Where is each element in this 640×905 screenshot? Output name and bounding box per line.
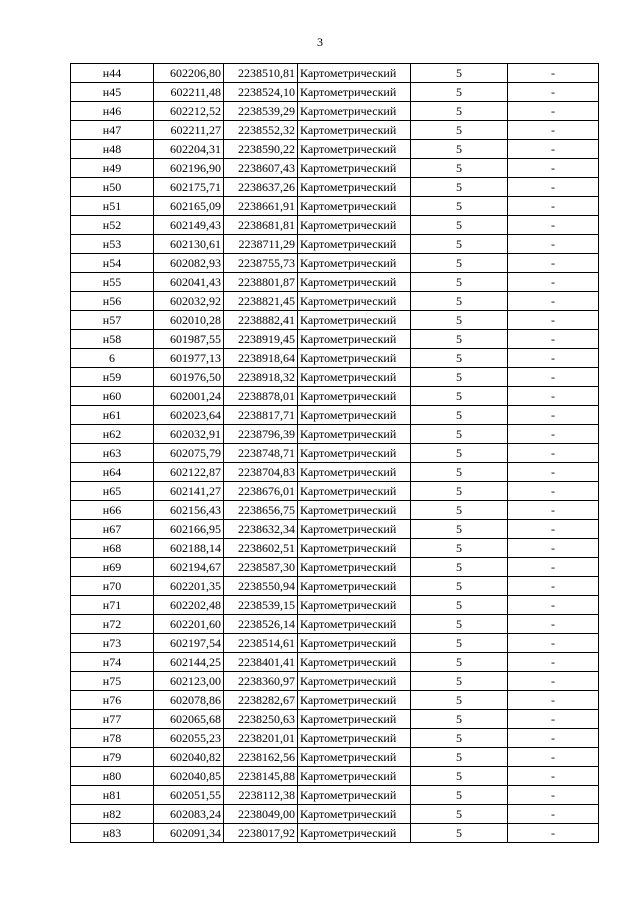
point-name-cell: н63 <box>71 444 154 463</box>
point-name-cell: н62 <box>71 425 154 444</box>
table-row <box>71 254 599 273</box>
y-coordinate-cell: 2238607,43 <box>224 159 298 178</box>
accuracy-cell: 5 <box>411 216 508 235</box>
method-cell: Картометрический <box>298 786 411 805</box>
method-cell: Картометрический <box>298 425 411 444</box>
note-cell: - <box>508 273 599 292</box>
x-coordinate-cell: 602040,82 <box>154 748 224 767</box>
table-row <box>71 425 599 444</box>
point-name-cell: н53 <box>71 235 154 254</box>
note-cell: - <box>508 406 599 425</box>
note-cell: - <box>508 197 599 216</box>
method-cell: Картометрический <box>298 577 411 596</box>
note-cell: - <box>508 520 599 539</box>
point-name-cell: н73 <box>71 634 154 653</box>
table-row <box>71 482 599 501</box>
table-row <box>71 159 599 178</box>
point-name-cell: н72 <box>71 615 154 634</box>
method-cell: Картометрический <box>298 634 411 653</box>
point-name-cell: н56 <box>71 292 154 311</box>
x-coordinate-cell: 602041,43 <box>154 273 224 292</box>
x-coordinate-cell: 602201,60 <box>154 615 224 634</box>
point-name-cell: н81 <box>71 786 154 805</box>
x-coordinate-cell: 602078,86 <box>154 691 224 710</box>
note-cell: - <box>508 501 599 520</box>
accuracy-cell: 5 <box>411 596 508 615</box>
note-cell: - <box>508 311 599 330</box>
accuracy-cell: 5 <box>411 653 508 672</box>
method-cell: Картометрический <box>298 672 411 691</box>
y-coordinate-cell: 2238748,71 <box>224 444 298 463</box>
note-cell: - <box>508 539 599 558</box>
note-cell: - <box>508 216 599 235</box>
point-name-cell: н51 <box>71 197 154 216</box>
method-cell: Картометрический <box>298 482 411 501</box>
y-coordinate-cell: 2238360,97 <box>224 672 298 691</box>
x-coordinate-cell: 602197,54 <box>154 634 224 653</box>
y-coordinate-cell: 2238602,51 <box>224 539 298 558</box>
y-coordinate-cell: 2238524,10 <box>224 83 298 102</box>
point-name-cell: н44 <box>71 64 154 83</box>
x-coordinate-cell: 602122,87 <box>154 463 224 482</box>
x-coordinate-cell: 602202,48 <box>154 596 224 615</box>
y-coordinate-cell: 2238145,88 <box>224 767 298 786</box>
note-cell: - <box>508 121 599 140</box>
accuracy-cell: 5 <box>411 349 508 368</box>
y-coordinate-cell: 2238918,64 <box>224 349 298 368</box>
x-coordinate-cell: 602212,52 <box>154 102 224 121</box>
point-name-cell: н67 <box>71 520 154 539</box>
table-row <box>71 121 599 140</box>
method-cell: Картометрический <box>298 805 411 824</box>
note-cell: - <box>508 805 599 824</box>
point-name-cell: н55 <box>71 273 154 292</box>
method-cell: Картометрический <box>298 197 411 216</box>
note-cell: - <box>508 596 599 615</box>
table-row <box>71 330 599 349</box>
y-coordinate-cell: 2238821,45 <box>224 292 298 311</box>
method-cell: Картометрический <box>298 83 411 102</box>
accuracy-cell: 5 <box>411 691 508 710</box>
accuracy-cell: 5 <box>411 672 508 691</box>
x-coordinate-cell: 602144,25 <box>154 653 224 672</box>
method-cell: Картометрический <box>298 159 411 178</box>
accuracy-cell: 5 <box>411 520 508 539</box>
x-coordinate-cell: 602075,79 <box>154 444 224 463</box>
table-row <box>71 273 599 292</box>
table-row <box>71 710 599 729</box>
note-cell: - <box>508 729 599 748</box>
note-cell: - <box>508 425 599 444</box>
method-cell: Картометрический <box>298 824 411 843</box>
table-row <box>71 311 599 330</box>
table-row <box>71 520 599 539</box>
y-coordinate-cell: 2238878,01 <box>224 387 298 406</box>
note-cell: - <box>508 349 599 368</box>
accuracy-cell: 5 <box>411 615 508 634</box>
accuracy-cell: 5 <box>411 387 508 406</box>
note-cell: - <box>508 558 599 577</box>
table-row <box>71 444 599 463</box>
table-row <box>71 178 599 197</box>
method-cell: Картометрический <box>298 330 411 349</box>
y-coordinate-cell: 2238539,15 <box>224 596 298 615</box>
method-cell: Картометрический <box>298 349 411 368</box>
accuracy-cell: 5 <box>411 501 508 520</box>
x-coordinate-cell: 602166,95 <box>154 520 224 539</box>
x-coordinate-cell: 602082,93 <box>154 254 224 273</box>
point-name-cell: н61 <box>71 406 154 425</box>
method-cell: Картометрический <box>298 539 411 558</box>
x-coordinate-cell: 602032,92 <box>154 292 224 311</box>
x-coordinate-cell: 602051,55 <box>154 786 224 805</box>
y-coordinate-cell: 2238250,63 <box>224 710 298 729</box>
table-row <box>71 197 599 216</box>
table-row <box>71 102 599 121</box>
method-cell: Картометрический <box>298 216 411 235</box>
x-coordinate-cell: 602201,35 <box>154 577 224 596</box>
point-name-cell: 6 <box>71 349 154 368</box>
x-coordinate-cell: 602211,27 <box>154 121 224 140</box>
y-coordinate-cell: 2238918,32 <box>224 368 298 387</box>
y-coordinate-cell: 2238539,29 <box>224 102 298 121</box>
page-number: 3 <box>317 35 323 49</box>
table-row <box>71 729 599 748</box>
y-coordinate-cell: 2238676,01 <box>224 482 298 501</box>
accuracy-cell: 5 <box>411 748 508 767</box>
point-name-cell: н54 <box>71 254 154 273</box>
point-name-cell: н68 <box>71 539 154 558</box>
accuracy-cell: 5 <box>411 368 508 387</box>
y-coordinate-cell: 2238017,92 <box>224 824 298 843</box>
method-cell: Картометрический <box>298 235 411 254</box>
point-name-cell: н82 <box>71 805 154 824</box>
accuracy-cell: 5 <box>411 577 508 596</box>
table-row <box>71 596 599 615</box>
y-coordinate-cell: 2238590,22 <box>224 140 298 159</box>
method-cell: Картометрический <box>298 406 411 425</box>
note-cell: - <box>508 482 599 501</box>
y-coordinate-cell: 2238401,41 <box>224 653 298 672</box>
y-coordinate-cell: 2238550,94 <box>224 577 298 596</box>
method-cell: Картометрический <box>298 748 411 767</box>
method-cell: Картометрический <box>298 178 411 197</box>
point-name-cell: н50 <box>71 178 154 197</box>
x-coordinate-cell: 602083,24 <box>154 805 224 824</box>
x-coordinate-cell: 602206,80 <box>154 64 224 83</box>
x-coordinate-cell: 602194,67 <box>154 558 224 577</box>
point-name-cell: н46 <box>71 102 154 121</box>
x-coordinate-cell: 601987,55 <box>154 330 224 349</box>
accuracy-cell: 5 <box>411 121 508 140</box>
accuracy-cell: 5 <box>411 805 508 824</box>
y-coordinate-cell: 2238112,38 <box>224 786 298 805</box>
table-row <box>71 406 599 425</box>
x-coordinate-cell: 602065,68 <box>154 710 224 729</box>
accuracy-cell: 5 <box>411 558 508 577</box>
method-cell: Картометрический <box>298 520 411 539</box>
x-coordinate-cell: 602196,90 <box>154 159 224 178</box>
accuracy-cell: 5 <box>411 539 508 558</box>
table-row <box>71 577 599 596</box>
note-cell: - <box>508 159 599 178</box>
method-cell: Картометрический <box>298 767 411 786</box>
note-cell: - <box>508 292 599 311</box>
method-cell: Картометрический <box>298 387 411 406</box>
table-row <box>71 83 599 102</box>
method-cell: Картометрический <box>298 368 411 387</box>
y-coordinate-cell: 2238801,87 <box>224 273 298 292</box>
coordinates-table-body <box>71 64 599 843</box>
method-cell: Картометрический <box>298 463 411 482</box>
accuracy-cell: 5 <box>411 482 508 501</box>
y-coordinate-cell: 2238049,00 <box>224 805 298 824</box>
y-coordinate-cell: 2238162,56 <box>224 748 298 767</box>
accuracy-cell: 5 <box>411 406 508 425</box>
table-row <box>71 748 599 767</box>
table-row <box>71 64 599 83</box>
point-name-cell: н76 <box>71 691 154 710</box>
accuracy-cell: 5 <box>411 235 508 254</box>
note-cell: - <box>508 786 599 805</box>
y-coordinate-cell: 2238587,30 <box>224 558 298 577</box>
note-cell: - <box>508 653 599 672</box>
note-cell: - <box>508 672 599 691</box>
accuracy-cell: 5 <box>411 159 508 178</box>
x-coordinate-cell: 602130,61 <box>154 235 224 254</box>
method-cell: Картометрический <box>298 653 411 672</box>
y-coordinate-cell: 2238755,73 <box>224 254 298 273</box>
accuracy-cell: 5 <box>411 463 508 482</box>
x-coordinate-cell: 602204,31 <box>154 140 224 159</box>
method-cell: Картометрический <box>298 121 411 140</box>
table-row <box>71 767 599 786</box>
x-coordinate-cell: 602032,91 <box>154 425 224 444</box>
y-coordinate-cell: 2238661,91 <box>224 197 298 216</box>
accuracy-cell: 5 <box>411 710 508 729</box>
note-cell: - <box>508 710 599 729</box>
y-coordinate-cell: 2238201,01 <box>224 729 298 748</box>
table-row <box>71 235 599 254</box>
y-coordinate-cell: 2238552,32 <box>224 121 298 140</box>
method-cell: Картометрический <box>298 615 411 634</box>
x-coordinate-cell: 602141,27 <box>154 482 224 501</box>
method-cell: Картометрический <box>298 273 411 292</box>
table-row <box>71 691 599 710</box>
point-name-cell: н64 <box>71 463 154 482</box>
accuracy-cell: 5 <box>411 273 508 292</box>
point-name-cell: н52 <box>71 216 154 235</box>
note-cell: - <box>508 83 599 102</box>
table-row <box>71 140 599 159</box>
x-coordinate-cell: 602149,43 <box>154 216 224 235</box>
table-row <box>71 292 599 311</box>
point-name-cell: н59 <box>71 368 154 387</box>
accuracy-cell: 5 <box>411 292 508 311</box>
y-coordinate-cell: 2238514,61 <box>224 634 298 653</box>
table-row <box>71 558 599 577</box>
note-cell: - <box>508 235 599 254</box>
table-row <box>71 368 599 387</box>
accuracy-cell: 5 <box>411 311 508 330</box>
y-coordinate-cell: 2238637,26 <box>224 178 298 197</box>
x-coordinate-cell: 602001,24 <box>154 387 224 406</box>
note-cell: - <box>508 634 599 653</box>
point-name-cell: н70 <box>71 577 154 596</box>
point-name-cell: н78 <box>71 729 154 748</box>
method-cell: Картометрический <box>298 254 411 273</box>
method-cell: Картометрический <box>298 729 411 748</box>
point-name-cell: н74 <box>71 653 154 672</box>
x-coordinate-cell: 601976,50 <box>154 368 224 387</box>
method-cell: Картометрический <box>298 444 411 463</box>
accuracy-cell: 5 <box>411 729 508 748</box>
note-cell: - <box>508 102 599 121</box>
accuracy-cell: 5 <box>411 767 508 786</box>
accuracy-cell: 5 <box>411 102 508 121</box>
y-coordinate-cell: 2238632,34 <box>224 520 298 539</box>
x-coordinate-cell: 602175,71 <box>154 178 224 197</box>
method-cell: Картометрический <box>298 311 411 330</box>
accuracy-cell: 5 <box>411 178 508 197</box>
y-coordinate-cell: 2238526,14 <box>224 615 298 634</box>
x-coordinate-cell: 602040,85 <box>154 767 224 786</box>
note-cell: - <box>508 178 599 197</box>
point-name-cell: н77 <box>71 710 154 729</box>
note-cell: - <box>508 368 599 387</box>
table-row <box>71 539 599 558</box>
table-row <box>71 824 599 843</box>
note-cell: - <box>508 140 599 159</box>
x-coordinate-cell: 602211,48 <box>154 83 224 102</box>
table-row <box>71 672 599 691</box>
note-cell: - <box>508 767 599 786</box>
accuracy-cell: 5 <box>411 197 508 216</box>
x-coordinate-cell: 601977,13 <box>154 349 224 368</box>
accuracy-cell: 5 <box>411 425 508 444</box>
point-name-cell: н47 <box>71 121 154 140</box>
point-name-cell: н57 <box>71 311 154 330</box>
y-coordinate-cell: 2238796,39 <box>224 425 298 444</box>
point-name-cell: н80 <box>71 767 154 786</box>
method-cell: Картометрический <box>298 140 411 159</box>
accuracy-cell: 5 <box>411 140 508 159</box>
y-coordinate-cell: 2238919,45 <box>224 330 298 349</box>
y-coordinate-cell: 2238882,41 <box>224 311 298 330</box>
accuracy-cell: 5 <box>411 634 508 653</box>
note-cell: - <box>508 691 599 710</box>
x-coordinate-cell: 602188,14 <box>154 539 224 558</box>
note-cell: - <box>508 748 599 767</box>
note-cell: - <box>508 64 599 83</box>
accuracy-cell: 5 <box>411 444 508 463</box>
y-coordinate-cell: 2238510,81 <box>224 64 298 83</box>
point-name-cell: н71 <box>71 596 154 615</box>
accuracy-cell: 5 <box>411 786 508 805</box>
accuracy-cell: 5 <box>411 330 508 349</box>
point-name-cell: н65 <box>71 482 154 501</box>
x-coordinate-cell: 602156,43 <box>154 501 224 520</box>
method-cell: Картометрический <box>298 64 411 83</box>
note-cell: - <box>508 330 599 349</box>
method-cell: Картометрический <box>298 501 411 520</box>
table-row <box>71 463 599 482</box>
note-cell: - <box>508 577 599 596</box>
x-coordinate-cell: 602023,64 <box>154 406 224 425</box>
x-coordinate-cell: 602165,09 <box>154 197 224 216</box>
table-row <box>71 216 599 235</box>
method-cell: Картометрический <box>298 558 411 577</box>
method-cell: Картометрический <box>298 710 411 729</box>
x-coordinate-cell: 602123,00 <box>154 672 224 691</box>
table-row <box>71 805 599 824</box>
x-coordinate-cell: 602055,23 <box>154 729 224 748</box>
note-cell: - <box>508 387 599 406</box>
method-cell: Картометрический <box>298 292 411 311</box>
point-name-cell: н69 <box>71 558 154 577</box>
x-coordinate-cell: 602091,34 <box>154 824 224 843</box>
table-row <box>71 653 599 672</box>
note-cell: - <box>508 444 599 463</box>
accuracy-cell: 5 <box>411 824 508 843</box>
y-coordinate-cell: 2238711,29 <box>224 235 298 254</box>
point-name-cell: н79 <box>71 748 154 767</box>
y-coordinate-cell: 2238681,81 <box>224 216 298 235</box>
point-name-cell: н45 <box>71 83 154 102</box>
point-name-cell: н66 <box>71 501 154 520</box>
point-name-cell: н75 <box>71 672 154 691</box>
coordinates-table <box>70 63 599 843</box>
table-row <box>71 615 599 634</box>
table-row <box>71 786 599 805</box>
point-name-cell: н58 <box>71 330 154 349</box>
point-name-cell: н48 <box>71 140 154 159</box>
y-coordinate-cell: 2238704,83 <box>224 463 298 482</box>
note-cell: - <box>508 463 599 482</box>
method-cell: Картометрический <box>298 102 411 121</box>
method-cell: Картометрический <box>298 691 411 710</box>
method-cell: Картометрический <box>298 596 411 615</box>
note-cell: - <box>508 254 599 273</box>
table-row <box>71 387 599 406</box>
note-cell: - <box>508 824 599 843</box>
x-coordinate-cell: 602010,28 <box>154 311 224 330</box>
point-name-cell: н49 <box>71 159 154 178</box>
accuracy-cell: 5 <box>411 83 508 102</box>
y-coordinate-cell: 2238817,71 <box>224 406 298 425</box>
y-coordinate-cell: 2238282,67 <box>224 691 298 710</box>
table-row <box>71 634 599 653</box>
table-row <box>71 501 599 520</box>
point-name-cell: н60 <box>71 387 154 406</box>
table-row <box>71 349 599 368</box>
point-name-cell: н83 <box>71 824 154 843</box>
note-cell: - <box>508 615 599 634</box>
accuracy-cell: 5 <box>411 254 508 273</box>
y-coordinate-cell: 2238656,75 <box>224 501 298 520</box>
accuracy-cell: 5 <box>411 64 508 83</box>
